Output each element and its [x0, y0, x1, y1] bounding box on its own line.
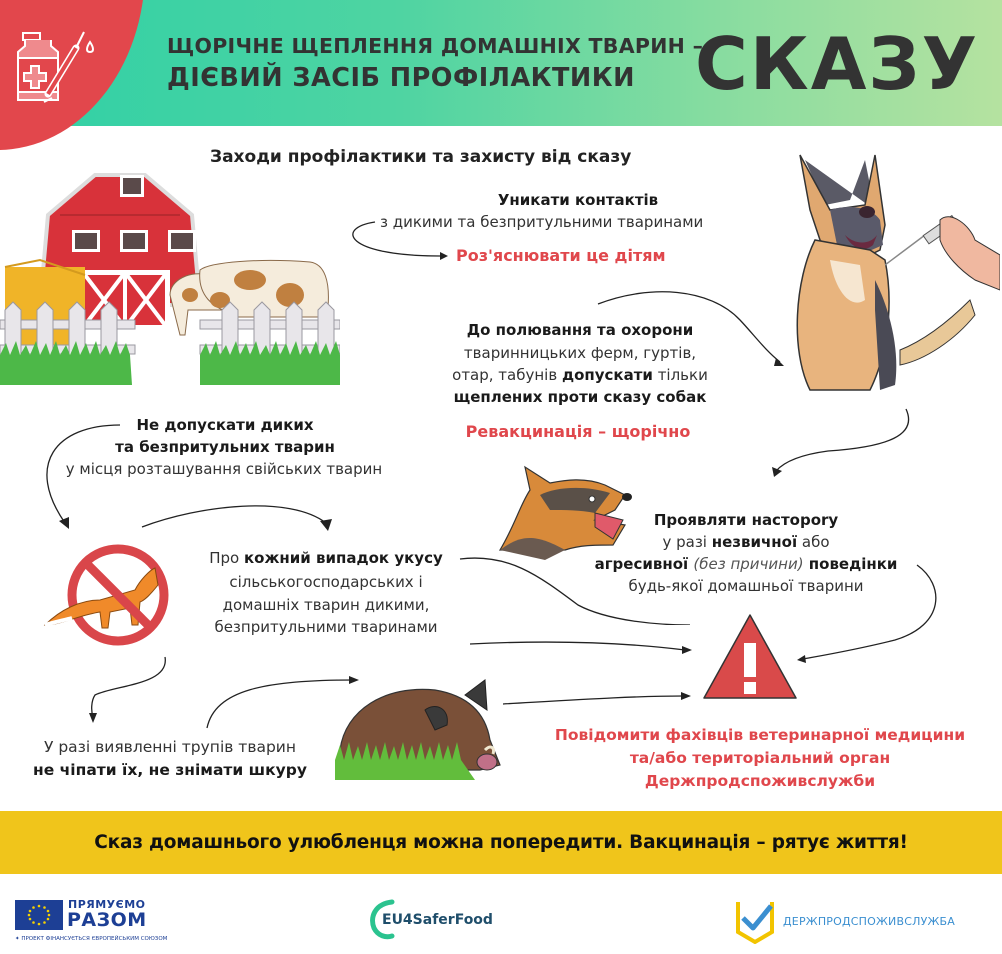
logo-text-line2: РАЗОМ	[67, 909, 147, 931]
slogan-text: Сказ домашнього улюбленця можна попередити. Вакцинація – рятує життя!	[94, 832, 908, 853]
hunting-dogs-line3: отар, табунів допускати тільки	[452, 366, 708, 384]
curved-arrow-icon	[768, 405, 918, 477]
vaccine-vial-syringe-icon	[14, 28, 94, 108]
vaccinated-dog-illustration	[775, 150, 1000, 400]
no-fox-sign-icon	[40, 540, 180, 650]
explain-to-children-text: Роз'яснювати це дітям	[456, 246, 666, 265]
avoid-contact-title: Уникати контактів	[497, 191, 659, 209]
arrow-right-icon	[470, 638, 695, 658]
notify-line3: Держпродспоживслужби	[644, 772, 876, 790]
eu-flag-icon	[15, 900, 63, 930]
warning-triangle-icon	[700, 610, 800, 705]
bite-cases-line2: сільськогосподарських і	[229, 573, 423, 591]
no-wild-line3: у місця розташування свійських тварин	[65, 460, 383, 478]
slogan-banner	[0, 811, 1002, 874]
section-subtitle: Заходи профілактики та захисту від сказу	[210, 147, 632, 167]
header-title-big: СКАЗУ	[695, 22, 980, 106]
caution-line4: будь-якої домашньої тварини	[628, 577, 864, 595]
caution-line3: агресивної (без причини) поведінки	[594, 555, 898, 573]
hunting-dogs-line1: До полювання та охорони	[466, 321, 694, 339]
hunting-dogs-line4: щеплених проти сказу собак	[453, 388, 707, 406]
no-wild-line2: та безпритульних тварин	[115, 438, 335, 456]
shield-checkmark-icon	[735, 900, 777, 944]
footer	[0, 874, 1002, 954]
notify-line2: та/або територіальний орган	[629, 749, 891, 767]
bite-cases-line3: домашніх тварин дикими,	[222, 596, 430, 614]
arrow-right-icon	[503, 690, 693, 710]
logo-text-line1: ПРЯМУЄМО	[68, 898, 146, 911]
header-banner	[0, 0, 1002, 126]
logo-text: EU4SaferFood	[382, 912, 493, 928]
aggressive-dog-illustration	[495, 465, 635, 565]
header-title-line2: ДІЄВИЙ ЗАСІБ ПРОФІЛАКТИКИ	[167, 63, 635, 93]
carcasses-line2: не чіпати їх, не знімати шкуру	[33, 761, 307, 779]
bite-cases-line4: безпритульними тваринами	[214, 618, 438, 636]
avoid-contact-text: з дикими та безпритульними тваринами	[380, 213, 704, 231]
carcasses-line1: У разі виявленні трупів тварин	[43, 738, 297, 756]
curved-arrow-icon	[590, 290, 790, 370]
bite-cases-line1: Про кожний випадок укусу	[209, 549, 443, 567]
caution-line2: у разі незвичної або	[662, 533, 830, 551]
notify-line1: Повідомити фахівців ветеринарної медицини	[554, 726, 966, 744]
curved-arrow-icon	[140, 495, 340, 535]
curved-arrow-icon	[85, 655, 175, 725]
curved-arrow-icon	[795, 555, 945, 665]
curved-arrow-icon	[345, 220, 455, 265]
header-title	[167, 33, 703, 96]
header-title-line1: ЩОРІЧНЕ ЩЕПЛЕННЯ ДОМАШНІХ ТВАРИН –	[167, 34, 704, 58]
logo-caption: ✦ ПРОЕКТ ФІНАНСУЄТЬСЯ ЄВРОПЕЙСЬКИМ СОЮЗОМ	[15, 936, 168, 942]
no-wild-line1: Не допускати диких	[136, 416, 314, 434]
revaccination-text: Ревакцинація – щорічно	[465, 422, 691, 441]
hunting-dogs-line2: тваринницьких ферм, гуртів,	[463, 344, 697, 362]
barn-with-cows-illustration	[0, 155, 340, 385]
caution-line1: Проявляти настороrу	[653, 511, 839, 529]
logo-text: ДЕРЖПРОДСПОЖИВСЛУЖБА	[783, 915, 955, 928]
curved-arrow-icon	[25, 415, 125, 535]
wild-boar-illustration	[325, 670, 505, 780]
